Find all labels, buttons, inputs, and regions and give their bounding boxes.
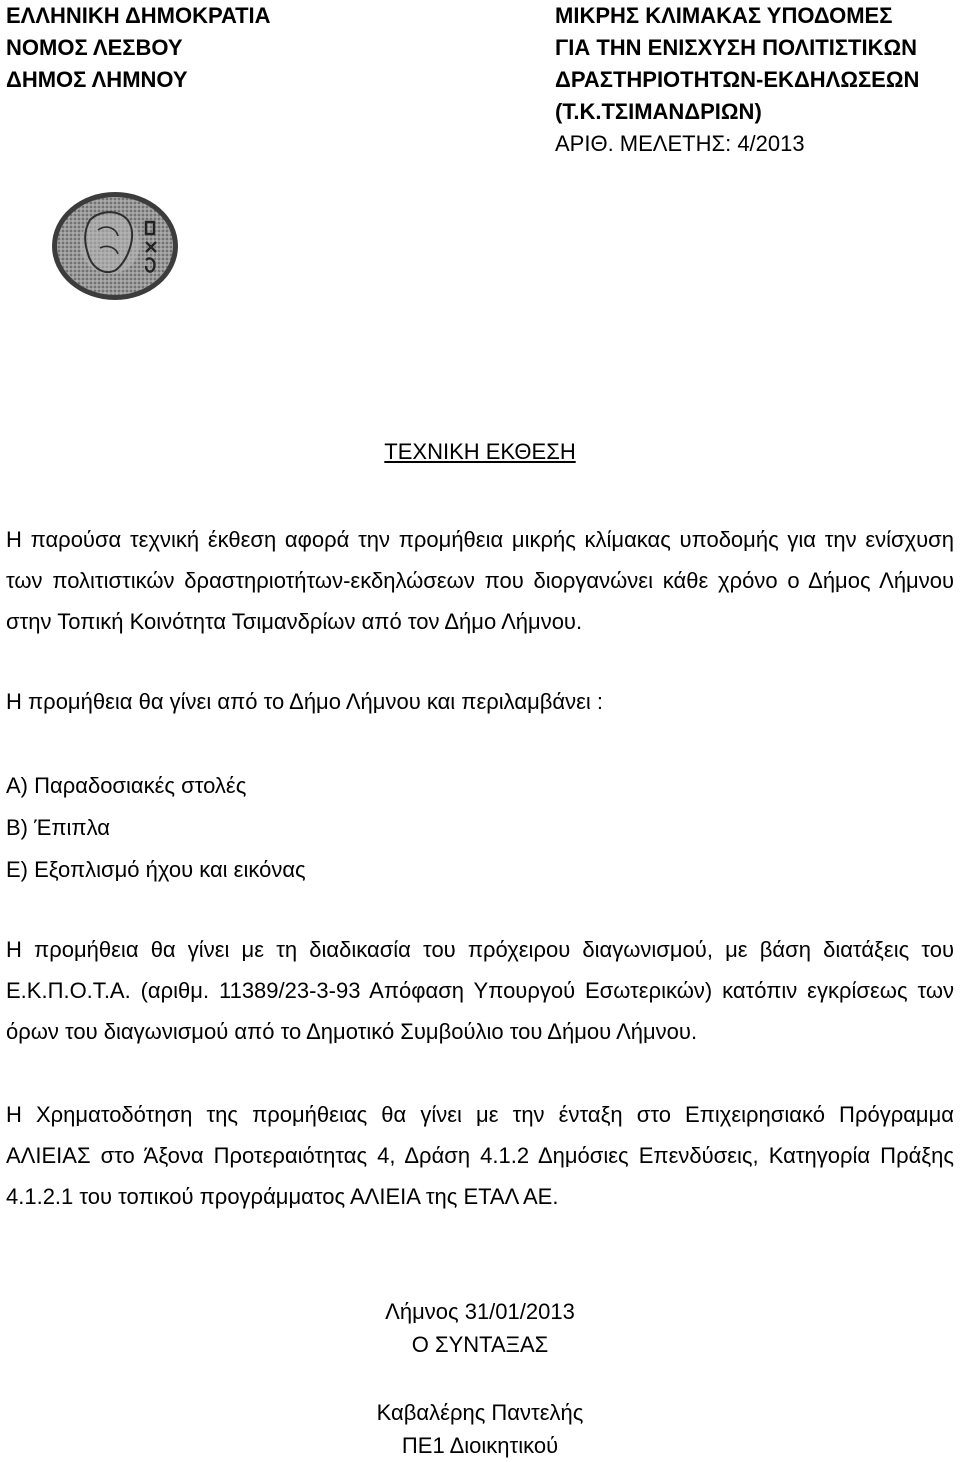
paragraph-purpose: Η παρούσα τεχνική έκθεση αφορά την προμήθεια μικρής κλίμακας υποδομής για την ενίσχυση των πολιτιστικών δραστηριοτήτων-εκδηλώσεων που διοργανώνει κάθε χρόνο ο Δήμος Λήμνου στην Τοπική Κοινότητα Τσιμανδρίων από τον Δήμο Λήμνου. — [6, 527, 954, 634]
author-role: Ο ΣΥΝΤΑΞΑΣ — [411, 1332, 549, 1357]
project-title-line-4: (Τ.Κ.ΤΣΙΜΑΝΔΡΙΩΝ) — [555, 99, 762, 124]
paragraph-scope: Η προμήθεια θα γίνει από το Δήμο Λήμνου και περιλαμβάνει : — [6, 689, 604, 714]
place-date: Λήμνος 31/01/2013 — [385, 1299, 575, 1324]
header-municipality: ΔΗΜΟΣ ΛΗΜΝΟΥ — [6, 67, 188, 92]
project-title-line-2: ΓΙΑ ΤΗΝ ΕΝΙΣΧΥΣΗ ΠΟΛΙΤΙΣΤΙΚΩΝ — [555, 35, 918, 60]
project-title-line-1: ΜΙΚΡΗΣ ΚΛΙΜΑΚΑΣ ΥΠΟΔΟΜΕΣ — [555, 3, 893, 28]
list-item: Β) Έπιπλα — [6, 815, 110, 840]
list-item: Α) Παραδοσιακές στολές — [6, 773, 247, 798]
study-number: ΑΡΙΘ. ΜΕΛΕΤΗΣ: 4/2013 — [555, 131, 805, 156]
header-right — [555, 0, 919, 160]
supply-items-list — [6, 765, 306, 891]
list-item: Ε) Εξοπλισμό ήχου και εικόνας — [6, 857, 306, 882]
project-title-line-3: ΔΡΑΣΤΗΡΙΟΤΗΤΩΝ-ΕΚΔΗΛΩΣΕΩΝ — [555, 67, 920, 92]
paragraph-procedure: Η προμήθεια θα γίνει με τη διαδικασία του πρόχειρου διαγωνισμού, με βάση διατάξεις του Ε.Κ.Π.Ο.Τ.Α. (αριθμ. 11389/23-3-93 Απόφαση Υπουργού Εσωτερικών) κατόπιν εγκρίσεως των όρων του διαγωνισμού από το Δημοτικό Συμβούλιο του Δήμου Λήμνου. — [6, 937, 954, 1044]
ancient-coin-seal-icon — [50, 190, 180, 302]
author-name: Καβαλέρης Παντελής — [376, 1400, 584, 1425]
document-title: ΤΕΧΝΙΚΗ ΕΚΘΕΣΗ — [384, 439, 576, 464]
header-left — [6, 0, 271, 96]
author-position: ΠΕ1 Διοικητικού — [401, 1433, 559, 1458]
header-country: ΕΛΛΗΝΙΚΗ ΔΗΜΟΚΡΑΤΙΑ — [6, 3, 271, 28]
paragraph-funding: Η Χρηματοδότηση της προμήθειας θα γίνει με την ένταξη στο Επιχειρησιακό Πρόγραμμα ΑΛΙΕΙΑΣ στο Άξονα Προτεραιότητας 4, Δράση 4.1.2 Δημόσιες Επενδύσεις, Κατηγορία Πράξης 4.1.2.1 του τοπικού προγράμματος ΑΛΙΕΙΑ της ΕΤΑΛ ΑΕ. — [6, 1102, 954, 1209]
header-prefecture: ΝΟΜΟΣ ΛΕΣΒΟΥ — [6, 35, 183, 60]
signature-author — [0, 1396, 960, 1462]
signature-block — [0, 1295, 960, 1361]
